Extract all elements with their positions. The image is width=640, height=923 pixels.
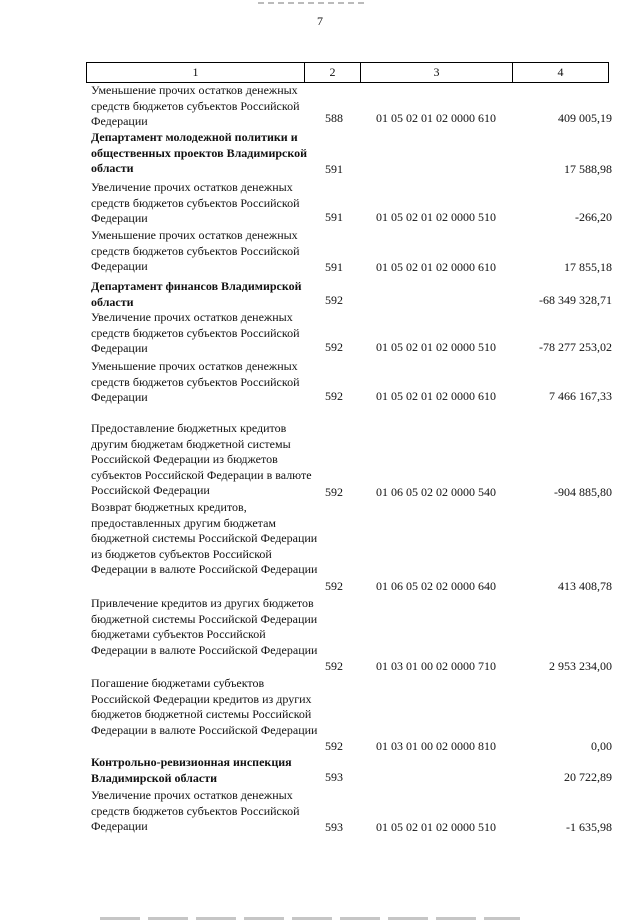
row-sum: 0,00 bbox=[591, 739, 612, 753]
row-sum: 7 466 167,33 bbox=[549, 389, 612, 403]
department-heading: Контрольно-ревизионная инспекция Владимирской области bbox=[91, 755, 292, 785]
scan-artifact-top bbox=[258, 2, 368, 4]
row-code: 588 bbox=[325, 111, 343, 125]
row-code: 592 bbox=[325, 579, 343, 593]
row-description: Уменьшение прочих остатков денежных средств бюджетов субъектов Российской Федерации bbox=[91, 228, 300, 274]
row-kbk: 01 05 02 01 02 0000 510 bbox=[376, 210, 496, 224]
row-sum: -78 277 253,02 bbox=[539, 340, 612, 354]
row-kbk: 01 05 02 01 02 0000 510 bbox=[376, 820, 496, 834]
row-description: Увеличение прочих остатков денежных средств бюджетов субъектов Российской Федерации bbox=[91, 180, 300, 226]
row-description: Возврат бюджетных кредитов, предоставленных другим бюджетам бюджетной системы Российской Федерации из бюджетов субъектов Российской Федерации в валюте Российской Федерации bbox=[91, 500, 318, 577]
header-col-3: 3 bbox=[361, 63, 513, 82]
row-sum: 413 408,78 bbox=[558, 579, 612, 593]
row-description: Уменьшение прочих остатков денежных средств бюджетов субъектов Российской Федерации bbox=[91, 83, 300, 129]
row-kbk: 01 05 02 01 02 0000 610 bbox=[376, 111, 496, 125]
row-sum: 2 953 234,00 bbox=[549, 659, 612, 673]
row-code: 592 bbox=[325, 340, 343, 354]
row-code: 592 bbox=[325, 739, 343, 753]
row-sum: -1 635,98 bbox=[566, 820, 612, 834]
department-heading: Департамент молодежной политики и общественных проектов Владимирской области bbox=[91, 130, 308, 176]
header-col-4: 4 bbox=[557, 65, 564, 79]
header-col-2: 2 bbox=[305, 63, 361, 82]
row-description: Увеличение прочих остатков денежных средств бюджетов субъектов Российской Федерации bbox=[91, 788, 300, 834]
row-sum: -266,20 bbox=[575, 210, 612, 224]
row-description: Уменьшение прочих остатков денежных средств бюджетов субъектов Российской Федерации bbox=[91, 359, 300, 405]
row-code: 591 bbox=[325, 210, 343, 224]
row-sum: 20 722,89 bbox=[564, 770, 612, 784]
row-code: 591 bbox=[325, 260, 343, 274]
row-kbk: 01 05 02 01 02 0000 610 bbox=[376, 260, 496, 274]
row-description: Увеличение прочих остатков денежных средств бюджетов субъектов Российской Федерации bbox=[91, 310, 300, 356]
row-description: Предоставление бюджетных кредитов другим бюджетам бюджетной системы Российской Федерации из бюджетов субъектов Российской Федерации в валюте Российской Федерации bbox=[91, 421, 312, 498]
row-sum: 17 855,18 bbox=[564, 260, 612, 274]
row-kbk: 01 06 05 02 02 0000 540 bbox=[376, 485, 496, 499]
row-sum: -904 885,80 bbox=[554, 485, 612, 499]
row-description: Привлечение кредитов из других бюджетов бюджетной системы Российской Федерации бюджетами субъектов Российской Федерации в валюте Российской Федерации bbox=[91, 596, 318, 657]
row-kbk: 01 06 05 02 02 0000 640 bbox=[376, 579, 496, 593]
row-kbk: 01 03 01 00 02 0000 810 bbox=[376, 739, 496, 753]
department-heading: Департамент финансов Владимирской области bbox=[91, 279, 302, 309]
scan-artifact-bottom bbox=[100, 917, 520, 920]
row-description: Погашение бюджетами субъектов Российской Федерации кредитов из других бюджетов бюджетной системы Российской Федерации в валюте Российской Федерации bbox=[91, 676, 318, 737]
row-code: 592 bbox=[325, 485, 343, 499]
row-sum: 17 588,98 bbox=[564, 162, 612, 176]
row-code: 592 bbox=[325, 389, 343, 403]
row-code: 592 bbox=[325, 659, 343, 673]
row-code: 592 bbox=[325, 293, 343, 307]
row-kbk: 01 03 01 00 02 0000 710 bbox=[376, 659, 496, 673]
row-code: 593 bbox=[325, 770, 343, 784]
page-number: 7 bbox=[317, 14, 323, 28]
row-kbk: 01 05 02 01 02 0000 510 bbox=[376, 340, 496, 354]
row-kbk: 01 05 02 01 02 0000 610 bbox=[376, 389, 496, 403]
table-header bbox=[86, 62, 609, 83]
row-code: 593 bbox=[325, 820, 343, 834]
header-col-1: 1 bbox=[87, 63, 305, 82]
row-code: 591 bbox=[325, 162, 343, 176]
row-sum: 409 005,19 bbox=[558, 111, 612, 125]
row-sum: -68 349 328,71 bbox=[539, 293, 612, 307]
